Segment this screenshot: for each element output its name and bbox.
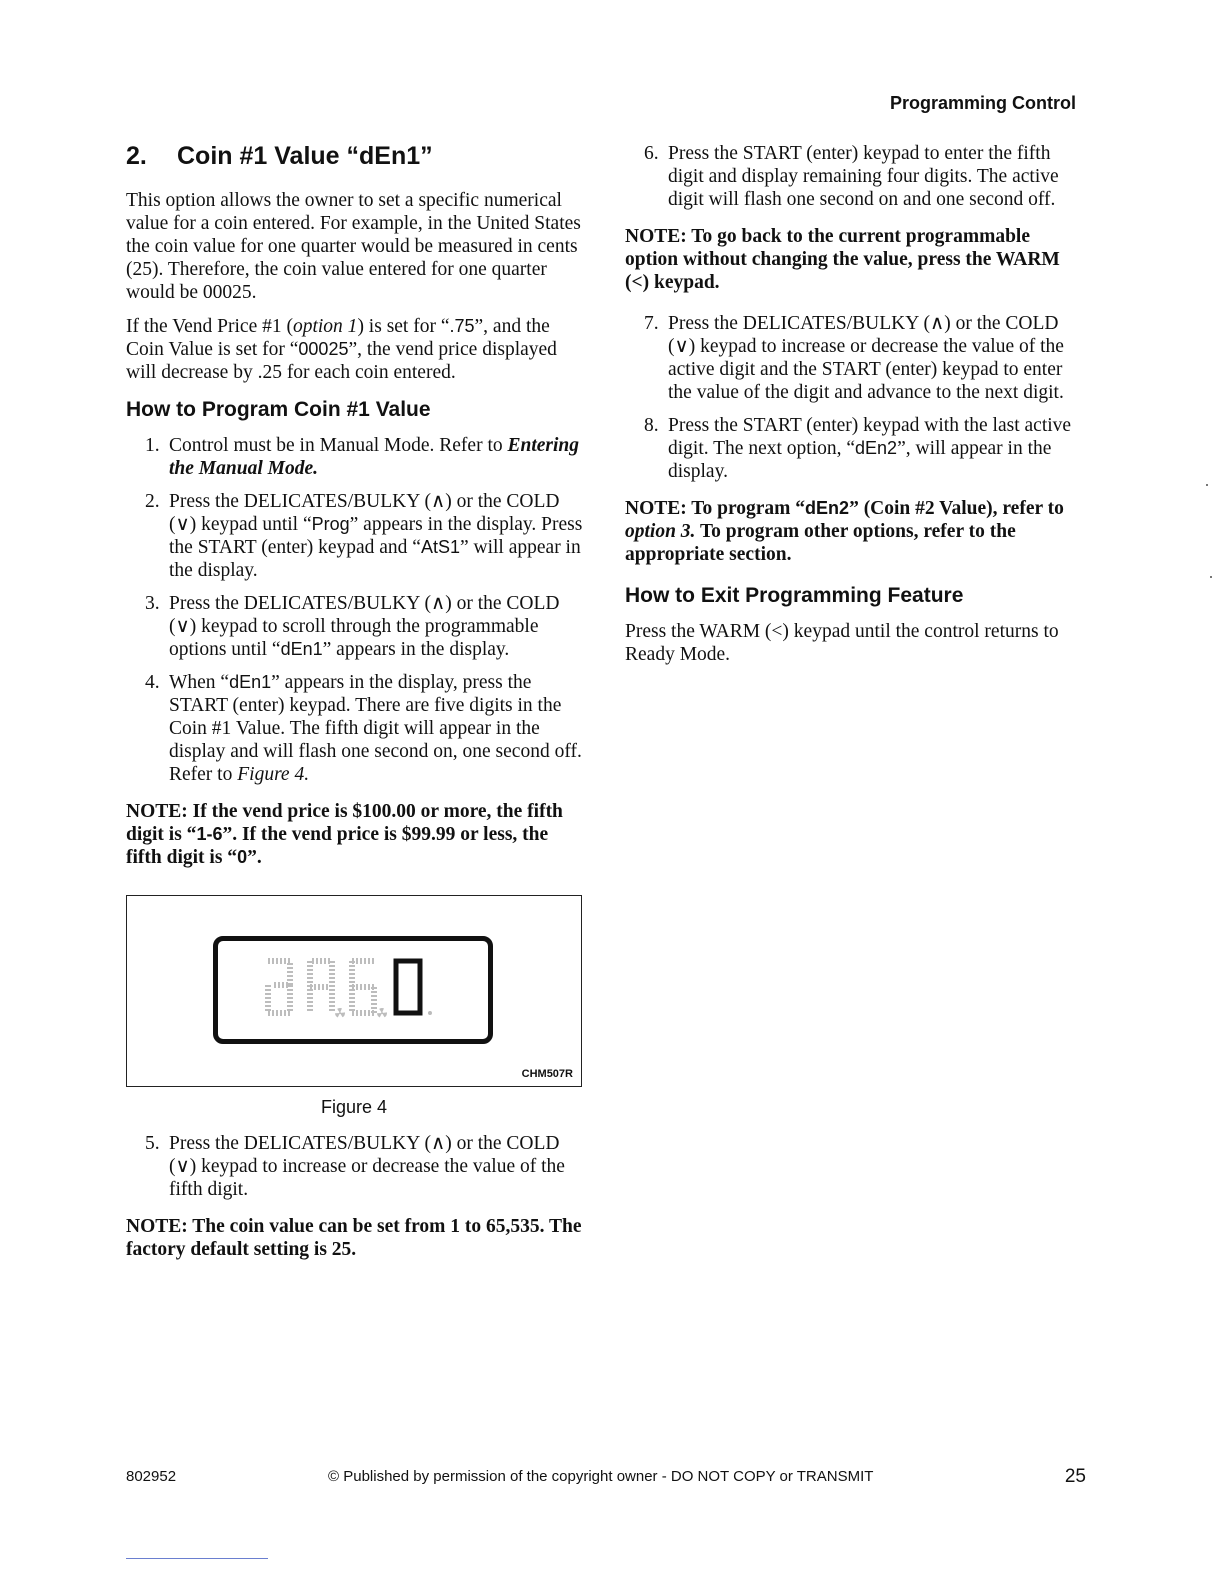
copyright-notice: © Published by permission of the copyright owner - DO NOT COPY or TRANSMIT (328, 1468, 874, 1485)
option-3-reference: option 3. (625, 521, 696, 542)
program-steps-list (126, 434, 586, 786)
step-8: 8. Press the START (enter) keypad with the last active digit. The next option, “dEn2”, will appear in the display. (644, 415, 1072, 482)
note-den2: NOTE: To program “dEn2” (Coin #2 Value), refer to option 3. To program other options, refer to the appropriate section. (625, 498, 1064, 565)
figure-4-box (126, 895, 582, 1087)
page-number: 25 (1064, 1466, 1086, 1487)
figure-caption: Figure 4 (320, 1097, 388, 1117)
step-1: 1. Control must be in Manual Mode. Refer to Entering the Manual Mode. (145, 435, 580, 479)
how-to-program-heading: How to Program Coin #1 Value (126, 398, 431, 421)
scan-speck (1206, 484, 1208, 486)
section-title-text: Coin #1 Value “dEn1” (177, 142, 433, 170)
note-fifth-digit: NOTE: If the vend price is $100.00 or more, the fifth digit is “1-6”. If the vend price is $99.99 or less, the fifth digit is “0”. (126, 801, 563, 868)
step-3: 3. Press the DELICATES/BULKY (∧) or the COLD (∨) keypad to scroll through the programmable options until “dEn1” appears in the display. (145, 593, 560, 660)
page-footer (126, 1466, 1086, 1490)
intro-paragraph-1: This option allows the owner to set a specific numerical value for a coin entered. For example, in the United States the coin value for one quarter would be measured in cents (25). Therefore, the coin value entered for one quarter would be 00025. (126, 190, 581, 303)
program-steps-list-continued (126, 1132, 586, 1201)
step-7: 7. Press the DELICATES/BULKY (∧) or the COLD (∨) keypad to increase or decrease the value of the active digit and the START (enter) keypad to enter the value of the digit and advance to the next digit. (644, 313, 1064, 403)
bottom-rule (126, 1558, 268, 1559)
running-head: Programming Control (889, 93, 1076, 113)
left-column (126, 142, 586, 1279)
coin-value-code: 00025 (298, 339, 349, 359)
step-5: 5. Press the DELICATES/BULKY (∧) or the COLD (∨) keypad to increase or decrease the value of the fifth digit. (145, 1133, 565, 1200)
step-4: 4. When “dEn1” appears in the display, press the START (enter) keypad. There are five digits in the Coin #1 Value. The fifth digit will appear in the display and will flash one second on, one second off. Refer to Figure 4. (145, 672, 582, 785)
prog-code: Prog (311, 514, 350, 534)
dim-digits (268, 961, 384, 1015)
price-code: .75 (449, 316, 475, 336)
program-steps-list-right (625, 142, 1080, 211)
intro-paragraph-2: If the Vend Price #1 (option 1) is set for “.75”, and the Coin Value is set for “00025”, the vend price displayed will decrease by .25 for each coin entered. (126, 316, 557, 383)
svg-text:0 (408, 998, 409, 999)
active-digit (396, 961, 420, 1013)
step-6: 6. Press the START (enter) keypad to enter the fifth digit and display remaining four digits. The active digit will flash one second on and one second off. (644, 143, 1059, 210)
step-2: 2. Press the DELICATES/BULKY (∧) or the COLD (∨) keypad until “Prog” appears in the display. Press the START (enter) keypad and “AtS1” will appear in the display. (145, 491, 583, 581)
den2-code: dEn2 (855, 438, 898, 458)
option-reference: option 1 (292, 316, 358, 337)
den1-code: dEn1 (280, 639, 323, 659)
ats1-code: AtS1 (420, 537, 460, 557)
program-steps-list-right-2 (625, 312, 1080, 483)
scan-speck (1210, 576, 1212, 578)
manual-mode-reference: Entering the Manual Mode. (169, 435, 580, 479)
exit-heading: How to Exit Programming Feature (625, 584, 964, 607)
note-go-back: NOTE: To go back to the current programmable option without changing the value, press the WARM (<) keypad. (625, 226, 1060, 293)
right-column (625, 142, 1080, 677)
section-title (126, 142, 586, 171)
section-number: 2. (126, 142, 147, 170)
figure-reference: Figure 4. (237, 764, 310, 785)
seven-segment-display (218, 941, 488, 1039)
den1-code: dEn1 (229, 672, 272, 692)
note-coin-range: NOTE: The coin value can be set from 1 to 65,535. The factory default setting is 25. (126, 1216, 582, 1260)
figure-code: CHM507R (521, 1068, 573, 1080)
document-number: 802952 (126, 1468, 177, 1485)
led-display (213, 936, 493, 1044)
exit-paragraph: Press the WARM (<) keypad until the control returns to Ready Mode. (625, 621, 1059, 665)
